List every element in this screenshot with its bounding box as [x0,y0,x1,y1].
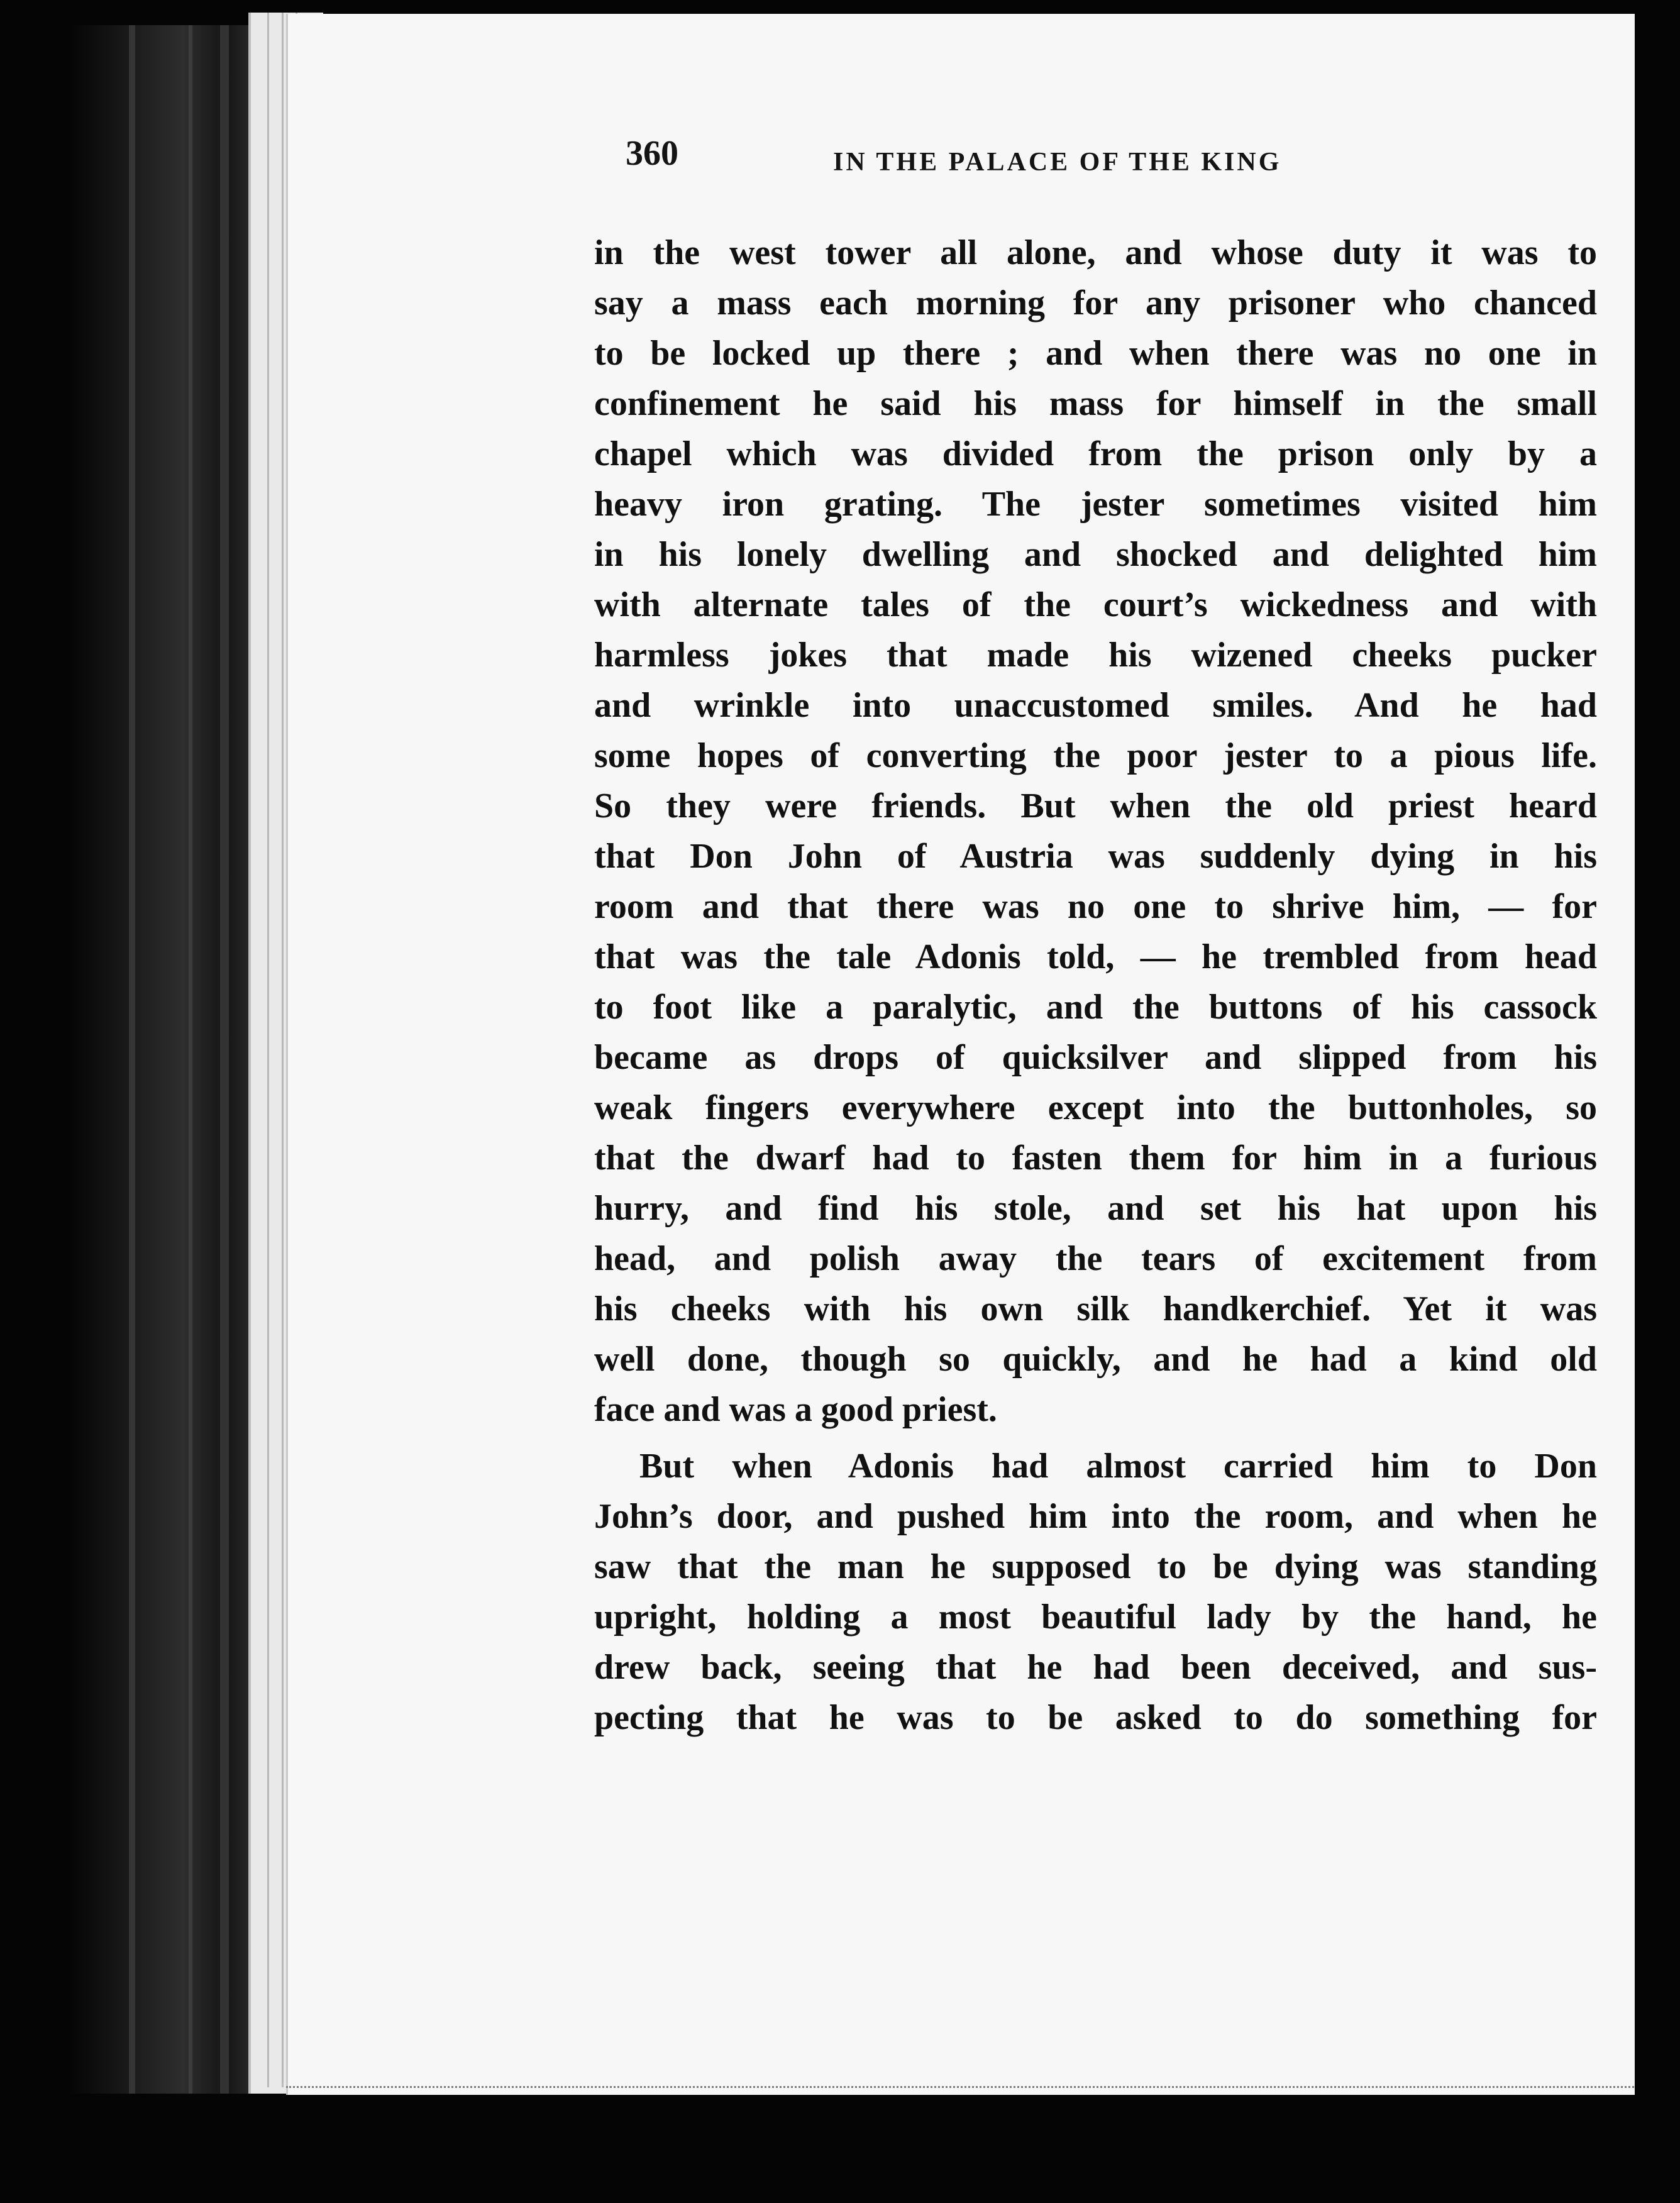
body-text [594,228,1597,1743]
text-line: John’s door, and pushed him into the room, and when he [594,1497,1597,1536]
text-line: say a mass each morning for any prisoner who chanced [594,284,1597,323]
text-line: became as drops of quicksilver and slipped from his [594,1038,1597,1077]
text-line: harmless jokes that made his wizened cheeks pucker [594,636,1597,675]
text-line: that the dwarf had to fasten them for him in a furious [594,1139,1597,1178]
text-line: room and that there was no one to shrive him, — for [594,887,1597,926]
page-edge-line [267,13,269,2087]
page-edge-line [282,13,284,2087]
edge-stripe [189,25,192,2094]
paragraph [594,1441,1597,1743]
text-line: to foot like a paralytic, and the buttons of his cassock [594,988,1597,1027]
text-line: face and was a good priest. [594,1390,997,1429]
page-bottom-edge [286,2086,1638,2094]
text-line: with alternate tales of the court’s wickedness and with [594,585,1597,624]
text-line: heavy iron grating. The jester sometimes visited him [594,485,1597,524]
text-line: confinement he said his mass for himself in the small [594,384,1597,423]
text-line: that was the tale Adonis told, — he trembled from head [594,937,1597,976]
text-line: drew back, seeing that he had been deceived, and sus- [594,1648,1597,1687]
text-line: pecting that he was to be asked to do something for [594,1698,1597,1737]
text-line: and wrinkle into unaccustomed smiles. And he had [594,686,1597,725]
book-spine-edge [69,25,277,2094]
edge-stripe [220,25,229,2094]
edge-stripe [129,25,135,2094]
text-line: weak fingers everywhere except into the buttonholes, so [594,1088,1597,1127]
running-head [626,133,1393,190]
text-line: hurry, and find his stole, and set his hat upon his [594,1189,1597,1228]
text-line: well done, though so quickly, and he had a kind old [594,1340,1597,1379]
running-title: IN THE PALACE OF THE KING [833,148,1282,177]
text-line: saw that the man he supposed to be dying was standing [594,1547,1597,1586]
text-line: But when Adonis had almost carried him to Don [639,1447,1597,1486]
text-line: upright, holding a most beautiful lady by the hand, he [594,1598,1597,1637]
page-number: 360 [626,134,678,173]
text-line: in his lonely dwelling and shocked and delighted him [594,535,1597,574]
text-line: that Don John of Austria was suddenly dying in his [594,837,1597,876]
right-shadow [1635,14,1680,2095]
text-line: in the west tower all alone, and whose duty it was to [594,233,1597,272]
text-line: some hopes of converting the poor jester to a pious life. [594,736,1597,775]
text-line: to be locked up there ; and when there was no one in [594,334,1597,373]
text-line: So they were friends. But when the old priest heard [594,787,1597,825]
text-line: his cheeks with his own silk handkerchief. Yet it was [594,1289,1597,1328]
text-line: chapel which was divided from the prison only by a [594,434,1597,473]
text-line: head, and polish away the tears of excitement from [594,1239,1597,1278]
paragraph-gap [594,1435,1597,1441]
paragraph [594,228,1597,1435]
